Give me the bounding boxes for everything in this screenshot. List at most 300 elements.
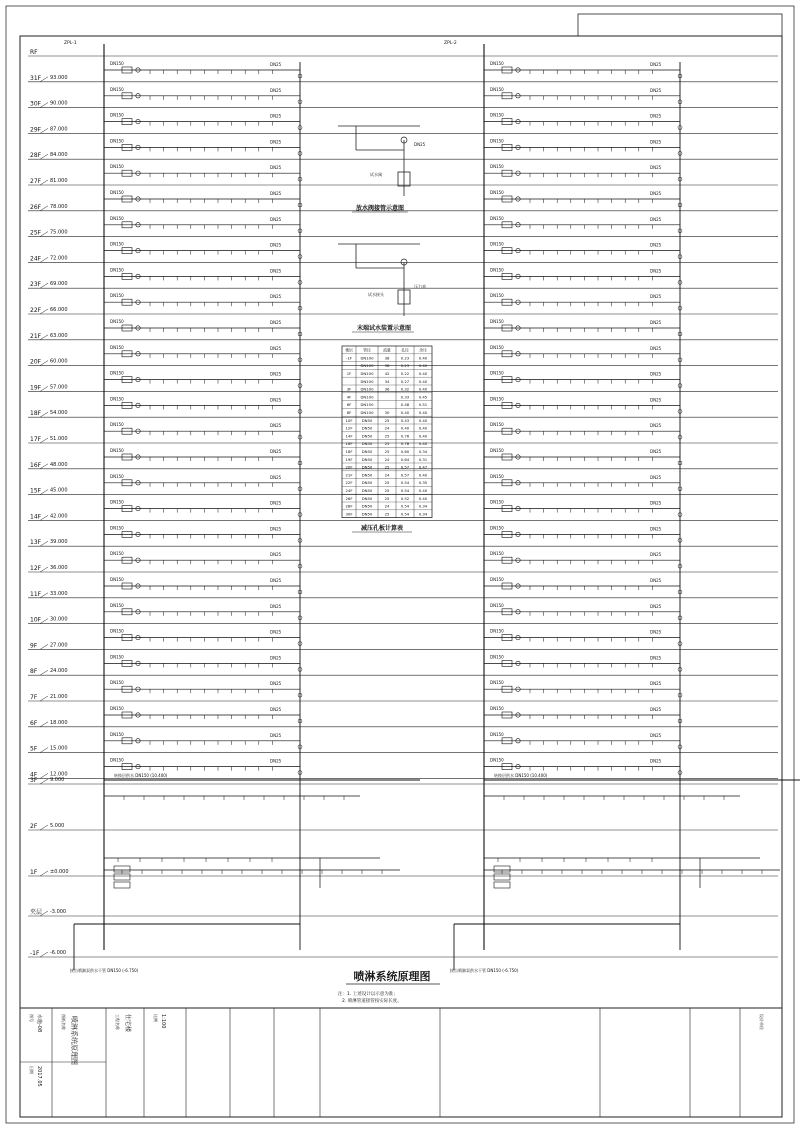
pipe-size: DN25 [270,578,282,583]
table-cell: DN50 [361,417,373,423]
pipe-size: DN25 [650,603,662,609]
drawing-no-label: 图号 [29,1014,34,1022]
pipe-size: DN150 [110,138,124,144]
table-cell: 0.40 [418,386,428,392]
pipe-size: DN150 [490,112,504,118]
pipe-size: DN25 [270,139,282,145]
pipe-size: DN25 [270,320,282,325]
pipe-size: DN25 [650,655,662,661]
table-cell: 25 [384,488,390,493]
table-header: 余压 [419,347,427,353]
pipe-size: DN25 [650,268,662,274]
floor-elevation: ±0.000 [50,869,69,875]
table-cell: 24 [384,472,390,478]
table-cell: 0.23 [400,355,410,361]
floor-label: 28F [30,152,42,160]
table-cell: 38 [384,363,390,369]
table-cell: DN50 [361,503,373,509]
table-cell: 3F [346,386,352,392]
floor-label: 29F [30,126,42,134]
table-cell: 0.40 [400,425,410,431]
pipe-size: DN150 [110,164,124,170]
drawing-name-label: 图纸名称 [61,1014,66,1030]
floor-label: 9F [30,642,38,650]
floor-label: 27F [30,178,42,185]
table-header: 管径 [363,347,371,353]
floor-label: 24F [30,255,42,263]
pipe-size: DN150 [110,61,124,66]
table-cell: DN50 [361,449,373,454]
table-cell: DN150 [360,402,374,408]
table-cell: 25 [384,449,390,454]
table-cell: 0.40 [418,410,428,415]
table-cell: 18F [345,449,353,454]
table-cell: 0.57 [400,464,410,470]
pipe-size: DN150 [490,525,504,531]
pipe-size: DN25 [270,423,282,429]
pipe-size: DN25 [270,268,282,274]
pipe-size: DN25 [650,62,662,67]
floor-label: 8F [30,668,38,676]
date-label: 日期 [29,1066,34,1074]
pipe-size: DN25 [650,87,662,93]
pipe-size: DN25 [650,578,662,583]
pipe-size: DN150 [110,86,124,92]
table-cell: 0.43 [400,417,410,423]
floor-elevation: -3.000 [50,909,67,915]
floor-label: 22F [30,307,42,314]
floor-elevation: 66.000 [50,307,68,313]
detail1-title: 放水阀接管示意图 [355,205,405,212]
floor-label: 12F [30,565,42,572]
table-cell: DN50 [361,425,373,431]
table-cell: 0.23 [400,363,410,369]
table-cell: 0.54 [400,511,410,517]
pipe-size: DN150 [110,293,124,299]
table-cell: DN50 [361,511,373,517]
floor-elevation: 51.000 [50,436,68,442]
alarm-valve [494,882,510,888]
table-cell: 0.60 [400,449,410,454]
floor-label: 19F [30,384,42,392]
pipe-size: DN25 [270,603,282,609]
drawing-title: 喷淋系统原理图 [353,970,431,983]
floor-elevation: 39.000 [50,539,68,546]
floor-label: 5F [30,745,38,753]
table-cell: 0.40 [418,472,428,478]
table-cell: DN100 [360,378,374,384]
floor-elevation: 57.000 [50,384,68,391]
detail-drain-valve [338,126,426,212]
floor-label: 夹层 [30,909,43,916]
pipe-size: DN150 [110,731,124,737]
table-cell: 0.40 [418,488,428,493]
table-cell: 16F [345,441,353,447]
table-cell: 0.57 [400,472,410,478]
pipe-size: DN25 [270,707,282,712]
floor-label: 23F [30,281,42,289]
pipe-size: DN150 [490,190,504,195]
svg-text:压力表: 压力表 [414,284,426,289]
svg-text:DN25: DN25 [414,142,426,147]
pipe-size: DN25 [270,474,282,480]
pipe-size: DN25 [650,242,662,248]
pipe-size: DN150 [490,706,504,711]
pipe-size: DN25 [650,629,662,635]
table-cell: 36 [384,386,390,392]
table-cell: 0.54 [400,503,410,509]
floor-elevation: 45.000 [50,487,68,494]
floor-label: 30F [30,100,42,108]
pipe-size: DN150 [110,344,124,350]
pipe-size: DN150 [490,344,504,350]
floor-elevation: 27.000 [50,642,68,649]
table-cell: 26F [345,495,353,501]
table-cell: 0.40 [418,378,428,384]
pipe-size: DN150 [490,602,504,608]
pipe-size: DN25 [270,113,282,119]
pipe-size: DN150 [490,628,504,634]
pipe-size: DN150 [490,164,504,170]
floor-label: 31F [30,74,42,82]
supply-label: 接自喷淋泵供水干管 DN150 (-6.750) [70,968,139,973]
table-cell: 19F [345,456,353,462]
pipe-size: DN25 [650,474,662,480]
pipe-size: DN150 [490,499,504,505]
pipe-size: DN150 [110,654,124,660]
table-header: 孔径 [401,347,409,353]
floor-label: 6F [30,719,38,727]
pipe-size: DN150 [110,215,124,221]
table-cell: DN100 [360,394,374,400]
floor-elevation: 81.000 [50,178,68,184]
basement-piping [70,772,800,973]
table-cell: 0.40 [418,363,428,369]
pipe-size: DN25 [270,655,282,661]
floor-elevation: 54.000 [50,410,68,417]
table-cell: 38 [384,355,390,361]
pipe-size: DN25 [270,242,282,248]
floor-elevation: 90.000 [50,100,68,107]
pipe-size: DN150 [110,602,124,608]
pipe-size: DN25 [270,345,282,351]
svg-text:试水阀: 试水阀 [370,172,382,177]
table-cell: 0.47 [418,464,428,470]
pipe-size: DN150 [490,654,504,660]
table-cell: 22F [345,480,353,486]
table-cell: DN100 [360,386,374,392]
floor-label: 26F [30,203,42,211]
floor-elevation: 42.000 [50,513,68,520]
floor-elevation: 60.000 [50,358,68,365]
pipe-size: DN25 [650,216,662,222]
floor-elevation: 48.000 [50,461,68,468]
pipe-size: DN150 [490,370,504,376]
title-block [20,1008,782,1117]
table-cell: 25 [384,464,390,470]
pipe-size: DN150 [110,706,124,711]
pipe-size: DN150 [490,473,504,479]
project-name: 住宅楼 [124,1014,131,1033]
table-cell: 0.27 [400,378,410,384]
pipe-size: DN25 [270,526,282,532]
pipe-size: DN150 [110,267,124,273]
table-cell: 0.48 [400,402,410,408]
floor-elevation: 21.000 [50,694,68,700]
floor-elevation: -6.000 [50,950,67,956]
pipe-size: DN25 [270,165,282,171]
floor-elevation: 18.000 [50,719,68,726]
table-cell: DN50 [361,456,373,462]
pipe-size: DN150 [110,525,124,531]
floor-elevation: 12.000 [50,771,68,778]
table-cell: 10F [345,417,353,423]
pipe-size: DN25 [270,681,282,687]
table-cell: DN50 [361,480,373,486]
pipe-size: DN150 [490,680,504,686]
pipe-size: DN150 [490,448,504,453]
table-cell: DN50 [361,472,373,478]
table-cell: DN50 [361,433,373,439]
pipe-size: DN150 [490,396,504,402]
drawing-name: 喷淋系统原理图 [70,1016,78,1065]
pipe-size: DN25 [650,500,662,506]
floor-elevation: 33.000 [50,590,68,597]
pipe-size: DN25 [270,294,282,300]
table-cell: DN50 [361,488,373,493]
table-cell: -1F [346,355,352,361]
table-cell: DN50 [361,495,373,501]
table-cell: 0.40 [418,417,428,423]
transfer-label: 转换层供水 DN150 (10.400) [494,773,548,778]
date-value: 2017.05 [36,1066,42,1087]
table-cell: 0.45 [418,394,428,400]
pipe-size: DN25 [270,758,282,764]
table-cell: 25 [384,441,390,447]
table-cell: 20F [345,464,353,470]
pipe-size: DN150 [490,138,504,144]
pipe-size: DN25 [270,552,282,558]
table-cell: 30F [345,511,353,517]
table-cell: 24 [384,456,390,462]
pipe-size: DN150 [110,628,124,634]
pipe-size: DN150 [110,241,124,247]
table-cell: 24 [384,425,390,431]
table-cell: 0.34 [418,503,428,509]
pipe-size: DN150 [110,112,124,118]
alarm-valve [494,874,510,880]
floor-elevation: 30.000 [50,616,68,623]
table-cell: 25 [384,417,390,423]
table-cell: DN50 [361,464,373,470]
pipe-size: DN25 [650,707,662,712]
pipe-size: DN150 [490,267,504,273]
pipe-size: DN25 [650,371,662,377]
pipe-size: DN150 [110,190,124,195]
supply-label: 接自喷淋泵供水干管 DN150 (-6.750) [450,968,519,973]
detail2-title: 末端试水装置示意图 [356,325,412,332]
pipe-size: DN25 [270,449,282,454]
table-cell: 0.31 [418,456,428,462]
table-cell: 34 [384,378,390,384]
scale-value: 1:100 [160,1014,166,1029]
floor-label: 21F [30,332,42,340]
table-cell: 6F [346,402,352,408]
alarm-valve [114,882,130,888]
pipe-size: DN25 [270,87,282,93]
pipe-size: DN25 [650,165,662,171]
pipe-size: DN150 [110,473,124,479]
pipe-size: DN25 [650,320,662,325]
table-cell: 0.78 [400,441,410,447]
table-cell: DN100 [360,355,374,361]
table-cell: 24F [345,488,353,493]
floor-elevation: 75.000 [50,229,68,236]
pipe-size: DN150 [110,319,124,324]
note-line-1: 注：1. 上述设计以示意为准； [338,992,398,997]
pipe-size: DN150 [490,61,504,66]
table-cell: DN100 [360,410,374,415]
alarm-valve [114,874,130,880]
floor-label: 18F [30,410,42,418]
sprinkler-system-left [64,40,302,950]
riser-label: ZPL-2 [444,41,457,46]
floor-label: 1F [30,869,38,876]
pipe-size: DN25 [270,500,282,506]
table-cell: 0.40 [400,410,410,415]
floor-label: 20F [30,358,42,366]
floor-label: 4F [30,771,38,779]
floor-elevation: 15.000 [50,745,68,752]
table-header: 楼层 [345,347,353,353]
table-cell: 30 [384,410,390,415]
pipe-size: DN25 [270,732,282,738]
company-label: 设计单位 [759,1014,764,1030]
pipe-size: DN150 [110,499,124,505]
table-cell: 0.35 [418,480,428,486]
table-cell: 0.51 [418,402,428,408]
pipe-size: DN25 [650,526,662,532]
table-cell: 0.22 [400,371,410,376]
floor-elevation: 93.000 [50,74,68,81]
floor-label: 11F [30,590,42,598]
pipe-size: DN25 [270,397,282,403]
pipe-size: DN25 [650,294,662,300]
floor-elevation: 78.000 [50,203,68,210]
floor-elevation: 87.000 [50,126,68,133]
table-cell: 25 [384,480,390,486]
pipe-size: DN150 [490,731,504,737]
table-cell: 0.40 [418,441,428,447]
table-cell: 0.40 [418,495,428,501]
pipe-size: DN150 [490,293,504,299]
table-cell: 0.40 [418,371,428,376]
pipe-size: DN150 [110,577,124,582]
pipe-size: DN25 [650,732,662,738]
floor-elevation: 72.000 [50,255,68,262]
pipe-size: DN25 [650,345,662,351]
orifice-table [342,346,432,518]
floor-label: -1F [30,950,40,957]
pipe-size: DN150 [110,448,124,453]
pipe-size: DN25 [270,216,282,222]
pipe-size: DN150 [490,241,504,247]
pipe-size: DN25 [270,62,282,67]
table-cell: 0.76 [400,433,410,439]
inner-frame [20,36,782,1117]
floor-label: 10F [30,616,42,624]
floor-elevation: 84.000 [50,152,68,159]
pipe-size: DN150 [110,396,124,402]
table-cell: 24 [384,503,390,509]
table-cell: 4F [346,394,352,400]
pipe-size: DN150 [110,757,124,763]
table-cell: 1F [346,371,352,376]
table-cell: 42 [384,371,390,376]
floor-label: 2F [30,823,38,830]
floor-elevation: 36.000 [50,565,68,571]
table-cell: 0.33 [400,394,410,400]
transfer-label: 转换层供水 DN150 (10.400) [114,773,168,778]
floor-label: 7F [30,694,38,701]
table-cell: 12F [345,425,353,431]
table-cell: 0.54 [400,480,410,486]
note-line-2: 2. 喷淋管道接管按实际长度。 [342,999,402,1004]
pipe-size: DN150 [490,551,504,557]
pipe-size: DN150 [490,319,504,324]
table-cell: 0.40 [418,433,428,439]
table-header: 流量 [383,347,391,353]
table-cell: 0.34 [418,511,428,517]
pipe-size: DN25 [650,681,662,687]
pipe-size: DN150 [490,422,504,428]
pipe-size: DN25 [650,449,662,454]
pipe-size: DN150 [490,577,504,582]
pipe-size: DN150 [490,215,504,221]
floor-elevation: 9.000 [50,777,65,783]
table-title: 减压孔板计算表 [360,525,404,532]
table-cell: 25 [384,511,390,517]
sprinkler-system-right [444,40,682,950]
table-cell: 25 [384,495,390,501]
table-cell: 0.54 [400,488,410,493]
floor-elevation: 69.000 [50,281,68,288]
pipe-size: DN25 [650,139,662,145]
project-label: 工程名称 [115,1014,120,1030]
pipe-size: DN150 [110,370,124,376]
pipe-size: DN150 [110,680,124,686]
floor-label: 25F [30,229,42,237]
floor-label: 15F [30,487,42,495]
table-cell: 21F [345,472,353,478]
table-cell: 0.32 [400,386,410,392]
table-cell: 8F [346,410,352,415]
table-cell: 14F [345,433,353,439]
floor-elevation: 5.000 [50,823,65,829]
pipe-size: DN25 [270,629,282,635]
table-cell: 0.64 [400,456,410,462]
pipe-size: DN150 [110,551,124,557]
table-cell: 0.34 [418,449,428,454]
drawing-no: 水施-08 [36,1014,42,1033]
table-cell: 0.52 [400,495,410,501]
floor-label: 14F [30,513,42,521]
table-cell: 0.40 [418,425,428,431]
pipe-size: DN25 [650,758,662,764]
outer-frame [6,6,794,1123]
floor-elevation: 63.000 [50,332,68,339]
floor-label: RF [30,49,38,56]
